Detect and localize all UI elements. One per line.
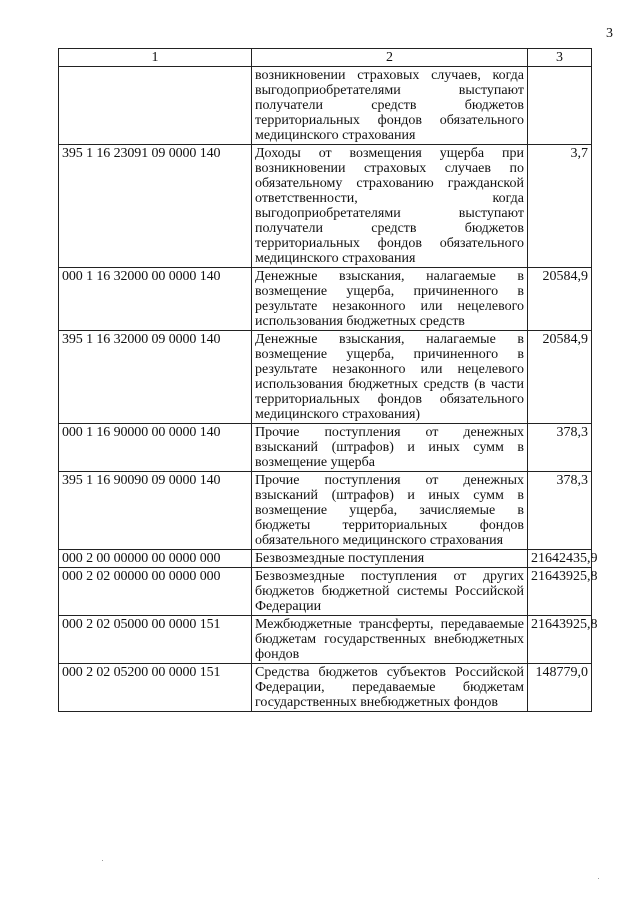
- row-value: 21642435,9: [528, 550, 592, 568]
- row-code: 000 2 00 00000 00 0000 000: [59, 550, 252, 568]
- table-row: [59, 268, 592, 331]
- page-number: 3: [606, 26, 613, 41]
- row-value: 20584,9: [528, 331, 592, 424]
- row-code: 000 2 02 05200 00 0000 151: [59, 664, 252, 712]
- column-header-description: 2: [252, 49, 528, 67]
- column-header-value: 3: [528, 49, 592, 67]
- table-row: [59, 568, 592, 616]
- row-code: 000 1 16 90000 00 0000 140: [59, 424, 252, 472]
- row-description: Прочие поступления от денежных взысканий (штрафов) и иных сумм в возмещение ущерба: [252, 424, 528, 472]
- row-code: 000 1 16 32000 00 0000 140: [59, 268, 252, 331]
- row-value: 21643925,8: [528, 616, 592, 664]
- row-code: 395 1 16 90090 09 0000 140: [59, 472, 252, 550]
- row-value: 148779,0: [528, 664, 592, 712]
- row-code: 395 1 16 32000 09 0000 140: [59, 331, 252, 424]
- table-row: [59, 67, 592, 145]
- table-header-row: [59, 49, 592, 67]
- row-description: Прочие поступления от денежных взысканий (штрафов) и иных сумм в возмещение ущерба, зачисляемые в бюджеты территориальных фондов обязательного медицинского страхования: [252, 472, 528, 550]
- table-row: [59, 424, 592, 472]
- row-value: 378,3: [528, 424, 592, 472]
- row-description: Средства бюджетов субъектов Российской Федерации, передаваемые бюджетам государственных внебюджетных фондов: [252, 664, 528, 712]
- table-row: [59, 664, 592, 712]
- row-code: [59, 67, 252, 145]
- row-description: возникновении страховых случаев, когда выгодоприобретателями выступают получатели средств бюджетов территориальных фондов обязательного медицинского страхования: [252, 67, 528, 145]
- row-description: Денежные взыскания, налагаемые в возмещение ущерба, причиненного в результате незаконного или нецелевого использования бюджетных средств (в части территориальных фондов обязательного медицинского страхования): [252, 331, 528, 424]
- row-value: [528, 67, 592, 145]
- row-code: 000 2 02 00000 00 0000 000: [59, 568, 252, 616]
- table-row: [59, 550, 592, 568]
- table-row: [59, 145, 592, 268]
- table-row: [59, 331, 592, 424]
- scan-speck: [598, 878, 599, 879]
- row-code: 395 1 16 23091 09 0000 140: [59, 145, 252, 268]
- row-description: Доходы от возмещения ущерба при возникновении страховых случаев по обязательному страхованию гражданской ответственности, когда выгодоприобретателями выступают получатели средств бюджетов территориальных фондов обязательного медицинского страхования: [252, 145, 528, 268]
- row-description: Безвозмездные поступления от других бюджетов бюджетной системы Российской Федерации: [252, 568, 528, 616]
- row-description: Безвозмездные поступления: [252, 550, 528, 568]
- row-description: Межбюджетные трансферты, передаваемые бюджетам государственных внебюджетных фондов: [252, 616, 528, 664]
- table-row: [59, 472, 592, 550]
- row-description: Денежные взыскания, налагаемые в возмещение ущерба, причиненного в результате незаконного или нецелевого использования бюджетных средств: [252, 268, 528, 331]
- column-header-code: 1: [59, 49, 252, 67]
- row-value: 378,3: [528, 472, 592, 550]
- row-value: 20584,9: [528, 268, 592, 331]
- table-row: [59, 616, 592, 664]
- budget-revenue-table: [58, 48, 598, 712]
- row-code: 000 2 02 05000 00 0000 151: [59, 616, 252, 664]
- row-value: 21643925,8: [528, 568, 592, 616]
- row-value: 3,7: [528, 145, 592, 268]
- scan-speck: [102, 860, 103, 861]
